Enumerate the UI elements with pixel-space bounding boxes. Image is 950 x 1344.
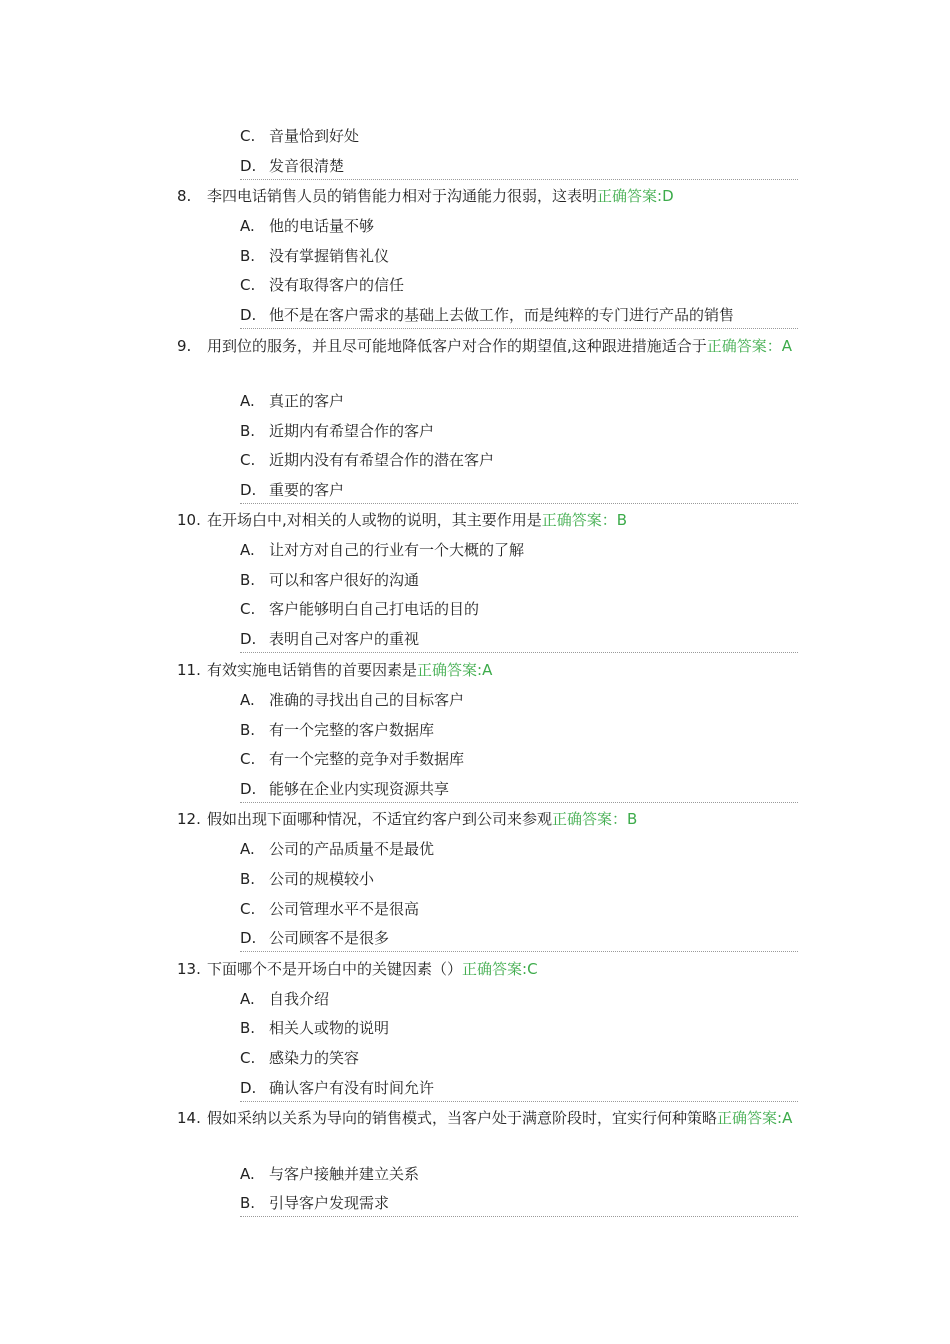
option-letter: D. xyxy=(240,306,257,324)
option-letter: B. xyxy=(240,870,256,888)
option-text: 表明自己对客户的重视 xyxy=(269,630,420,648)
correct-answer: 正确答案：B xyxy=(541,511,628,529)
option-text: 公司管理水平不是很高 xyxy=(269,900,420,918)
option-text: 有一个完整的竞争对手数据库 xyxy=(269,750,465,768)
option-text: 重要的客户 xyxy=(269,481,345,499)
option-letter: C. xyxy=(240,1049,256,1067)
option-item xyxy=(240,599,800,619)
option-item xyxy=(240,156,800,176)
option-letter: A. xyxy=(240,392,255,410)
question-text: 假如采纳以关系为导向的销售模式，当客户处于满意阶段时，宜实行何种策略 xyxy=(207,1109,718,1127)
option-letter: B. xyxy=(240,1019,256,1037)
question-10 xyxy=(177,508,799,533)
question-number: 14. xyxy=(177,1109,201,1127)
option-text: 近期内没有有希望合作的潜在客户 xyxy=(269,451,495,469)
option-item xyxy=(240,720,800,740)
option-letter: A. xyxy=(240,1165,255,1183)
option-item xyxy=(240,869,800,889)
option-text: 自我介绍 xyxy=(269,990,330,1008)
option-text: 相关人或物的说明 xyxy=(269,1019,390,1037)
option-letter: B. xyxy=(240,1194,256,1212)
divider xyxy=(240,179,798,180)
question-number: 8. xyxy=(177,187,192,205)
option-item xyxy=(240,1018,800,1038)
option-letter: C. xyxy=(240,600,256,618)
option-letter: C. xyxy=(240,900,256,918)
question-9 xyxy=(177,334,799,359)
divider xyxy=(240,951,798,952)
option-item xyxy=(240,570,800,590)
option-text: 引导客户发现需求 xyxy=(269,1194,390,1212)
question-8 xyxy=(177,184,799,209)
divider xyxy=(240,802,798,803)
divider xyxy=(240,652,798,653)
option-letter: D. xyxy=(240,929,257,947)
option-letter: D. xyxy=(240,481,257,499)
option-letter: C. xyxy=(240,276,256,294)
correct-answer: 正确答案:C xyxy=(462,960,538,978)
question-12 xyxy=(177,807,799,832)
option-item xyxy=(240,126,800,146)
option-letter: C. xyxy=(240,750,256,768)
option-text: 没有掌握销售礼仪 xyxy=(269,247,390,265)
option-text: 发音很清楚 xyxy=(269,157,345,175)
question-text: 在开场白中,对相关的人或物的说明，其主要作用是 xyxy=(207,511,542,529)
option-item xyxy=(240,928,800,948)
question-number: 9. xyxy=(177,337,192,355)
option-letter: B. xyxy=(240,247,256,265)
question-text: 李四电话销售人员的销售能力相对于沟通能力很弱，这表明 xyxy=(207,187,598,205)
divider xyxy=(240,1216,798,1217)
option-letter: A. xyxy=(240,217,255,235)
option-text: 准确的寻找出自己的目标客户 xyxy=(269,691,465,709)
option-item xyxy=(240,275,800,295)
option-item xyxy=(240,629,800,649)
correct-answer: 正确答案：B xyxy=(552,810,638,828)
option-text: 公司的规模较小 xyxy=(269,870,375,888)
option-text: 音量恰到好处 xyxy=(269,127,360,145)
correct-answer: 正确答案:A xyxy=(717,1109,793,1127)
option-letter: D. xyxy=(240,630,257,648)
option-text: 有一个完整的客户数据库 xyxy=(269,721,435,739)
question-13 xyxy=(177,957,799,982)
question-text: 有效实施电话销售的首要因素是 xyxy=(207,661,418,679)
option-item xyxy=(240,989,800,1009)
option-text: 与客户接触并建立关系 xyxy=(269,1165,420,1183)
question-number: 13. xyxy=(177,960,201,978)
option-item xyxy=(240,391,800,411)
option-text: 让对方对自己的行业有一个大概的了解 xyxy=(269,541,525,559)
option-item xyxy=(240,480,800,500)
option-letter: D. xyxy=(240,780,257,798)
option-text: 能够在企业内实现资源共享 xyxy=(269,780,450,798)
option-letter: B. xyxy=(240,571,256,589)
option-text: 公司的产品质量不是最优 xyxy=(269,840,435,858)
option-item xyxy=(240,1048,800,1068)
option-item xyxy=(240,749,800,769)
option-item xyxy=(240,839,800,859)
option-item xyxy=(240,246,800,266)
question-number: 10. xyxy=(177,511,201,529)
option-letter: A. xyxy=(240,541,255,559)
option-letter: A. xyxy=(240,840,255,858)
option-text: 公司顾客不是很多 xyxy=(269,929,390,947)
option-item xyxy=(240,779,800,799)
option-letter: D. xyxy=(240,157,257,175)
option-letter: B. xyxy=(240,721,256,739)
option-item xyxy=(240,690,800,710)
option-text: 他不是在客户需求的基础上去做工作，而是纯粹的专门进行产品的销售 xyxy=(269,306,735,324)
question-number: 11. xyxy=(177,661,201,679)
option-text: 客户能够明白自己打电话的目的 xyxy=(269,600,480,618)
option-text: 他的电话量不够 xyxy=(269,217,375,235)
option-letter: C. xyxy=(240,451,256,469)
question-text: 用到位的服务，并且尽可能地降低客户对合作的期望值,这种跟进措施适合于 xyxy=(207,337,707,355)
question-number: 12. xyxy=(177,810,201,828)
option-text: 感染力的笑容 xyxy=(269,1049,360,1067)
option-text: 确认客户有没有时间允许 xyxy=(269,1079,435,1097)
option-letter: C. xyxy=(240,127,256,145)
question-text: 假如出现下面哪种情况，不适宜约客户到公司来参观 xyxy=(207,810,553,828)
option-item xyxy=(240,305,800,325)
option-item xyxy=(240,1164,800,1184)
option-item xyxy=(240,899,800,919)
option-letter: D. xyxy=(240,1079,257,1097)
option-letter: A. xyxy=(240,990,255,1008)
option-text: 真正的客户 xyxy=(269,392,345,410)
correct-answer: 正确答案:D xyxy=(597,187,674,205)
option-item xyxy=(240,1078,800,1098)
option-text: 没有取得客户的信任 xyxy=(269,276,405,294)
option-item xyxy=(240,1193,800,1213)
question-text: 下面哪个不是开场白中的关键因素（） xyxy=(207,960,463,978)
correct-answer: 正确答案：A xyxy=(706,337,793,355)
question-11 xyxy=(177,658,799,683)
option-text: 可以和客户很好的沟通 xyxy=(269,571,420,589)
divider xyxy=(240,328,798,329)
option-item xyxy=(240,216,800,236)
option-letter: A. xyxy=(240,691,255,709)
option-letter: B. xyxy=(240,422,256,440)
correct-answer: 正确答案:A xyxy=(417,661,493,679)
divider xyxy=(240,1101,798,1102)
option-item xyxy=(240,450,800,470)
question-14 xyxy=(177,1106,799,1131)
divider xyxy=(240,503,798,504)
option-item xyxy=(240,540,800,560)
option-item xyxy=(240,421,800,441)
option-text: 近期内有希望合作的客户 xyxy=(269,422,435,440)
